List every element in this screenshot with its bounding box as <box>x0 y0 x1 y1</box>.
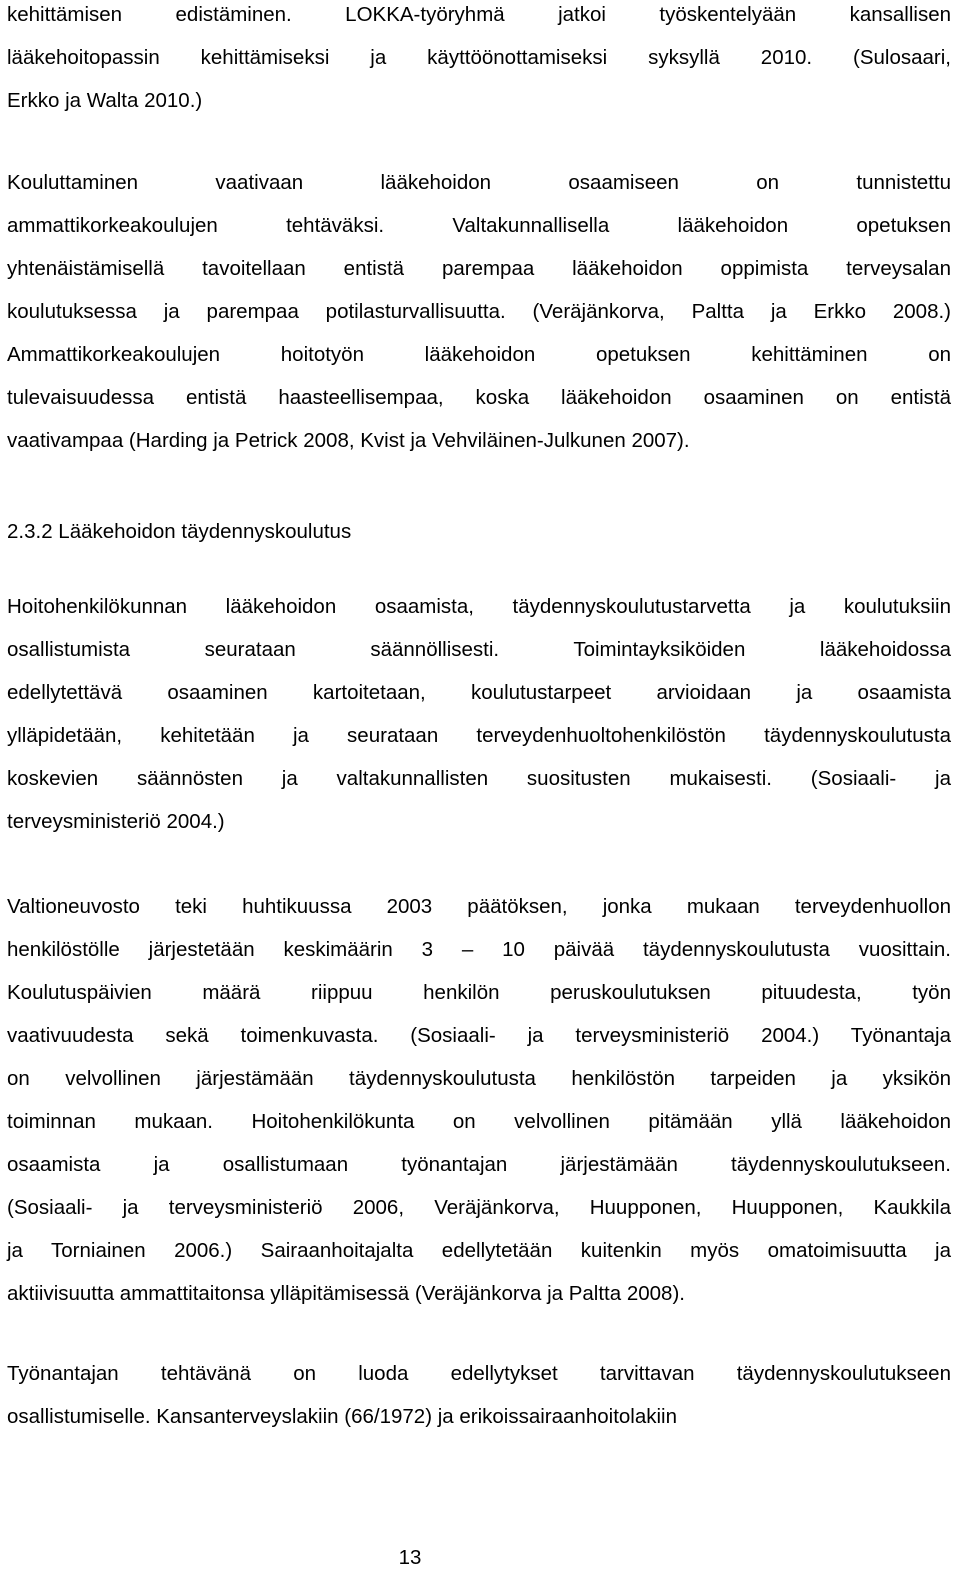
text-line: Hoitohenkilökunnan lääkehoidon osaamista, täydennyskoulutustarvetta ja koulutuksiin <box>7 595 951 618</box>
page-number: 13 <box>398 1546 422 1569</box>
text-line: kehittämisen edistäminen. LOKKA-työryhmä jatkoi työskentelyään kansallisen <box>7 3 951 26</box>
paragraph-education <box>7 161 951 462</box>
text-line: yhtenäistämisellä tavoitellaan entistä parempaa lääkehoidon oppimista terveysalan <box>7 257 951 280</box>
text-line: koulutuksessa ja parempaa potilasturvallisuutta. (Veräjänkorva, Paltta ja Erkko 2008.) <box>7 300 951 323</box>
text-line: aktiivisuutta ammattitaitonsa ylläpitämisessä (Veräjänkorva ja Paltta 2008). <box>7 1282 685 1305</box>
paragraph-government <box>7 885 951 1315</box>
paragraph-lokka <box>7 0 951 122</box>
text-line: toiminnan mukaan. Hoitohenkilökunta on velvollinen pitämään yllä lääkehoidon <box>7 1110 951 1133</box>
text-line: tulevaisuudessa entistä haasteellisempaa, koska lääkehoidon osaaminen on entistä <box>7 386 951 409</box>
text-line: ja Torniainen 2006.) Sairaanhoitajalta edellytetään kuitenkin myös omatoimisuutta ja <box>7 1239 951 1262</box>
text-line: Työnantajan tehtävänä on luoda edellytykset tarvittavan täydennyskoulutukseen <box>7 1362 951 1385</box>
section-heading: 2.3.2 Lääkehoidon täydennyskoulutus <box>7 520 352 543</box>
text-line: Koulutuspäivien määrä riippuu henkilön peruskoulutuksen pituudesta, työn <box>7 981 951 1004</box>
text-line: osallistumiselle. Kansanterveyslakiin (66/1972) ja erikoissairaanhoitolakiin <box>7 1405 678 1428</box>
text-line: edellytettävä osaaminen kartoitetaan, koulutustarpeet arvioidaan ja osaamista <box>7 681 951 704</box>
text-line: ylläpidetään, kehitetään ja seurataan terveydenhuoltohenkilöstön täydennyskoulutusta <box>7 724 951 747</box>
text-line: osallistumista seurataan säännöllisesti. Toimintayksiköiden lääkehoidossa <box>7 638 951 661</box>
paragraph-monitoring <box>7 585 951 843</box>
text-line: Valtioneuvosto teki huhtikuussa 2003 päätöksen, jonka mukaan terveydenhuollon <box>7 895 951 918</box>
text-line: (Sosiaali- ja terveysministeriö 2006, Veräjänkorva, Huupponen, Huupponen, Kaukkila <box>7 1196 951 1219</box>
text-line: koskevien säännösten ja valtakunnallisten suositusten mukaisesti. (Sosiaali- ja <box>7 767 951 790</box>
text-line: lääkehoitopassin kehittämiseksi ja käyttöönottamiseksi syksyllä 2010. (Sulosaari, <box>7 46 951 69</box>
text-line: Ammattikorkeakoulujen hoitotyön lääkehoidon opetuksen kehittäminen on <box>7 343 951 366</box>
text-line: osaamista ja osallistumaan työnantajan järjestämään täydennyskoulutukseen. <box>7 1153 951 1176</box>
text-line: terveysministeriö 2004.) <box>7 810 225 833</box>
text-line: Kouluttaminen vaativaan lääkehoidon osaamiseen on tunnistettu <box>7 171 951 194</box>
text-line: henkilöstölle järjestetään keskimäärin 3 – 10 päivää täydennyskoulutusta vuosittain. <box>7 938 951 961</box>
text-line: Erkko ja Walta 2010.) <box>7 89 203 112</box>
text-line: on velvollinen järjestämään täydennyskoulutusta henkilöstön tarpeiden ja yksikön <box>7 1067 951 1090</box>
paragraph-employer <box>7 1352 951 1438</box>
text-line: vaativampaa (Harding ja Petrick 2008, Kvist ja Vehviläinen-Julkunen 2007). <box>7 429 690 452</box>
text-line: ammattikorkeakoulujen tehtäväksi. Valtakunnallisella lääkehoidon opetuksen <box>7 214 951 237</box>
text-line: vaativuudesta sekä toimenkuvasta. (Sosiaali- ja terveysministeriö 2004.) Työnantaja <box>7 1024 951 1047</box>
